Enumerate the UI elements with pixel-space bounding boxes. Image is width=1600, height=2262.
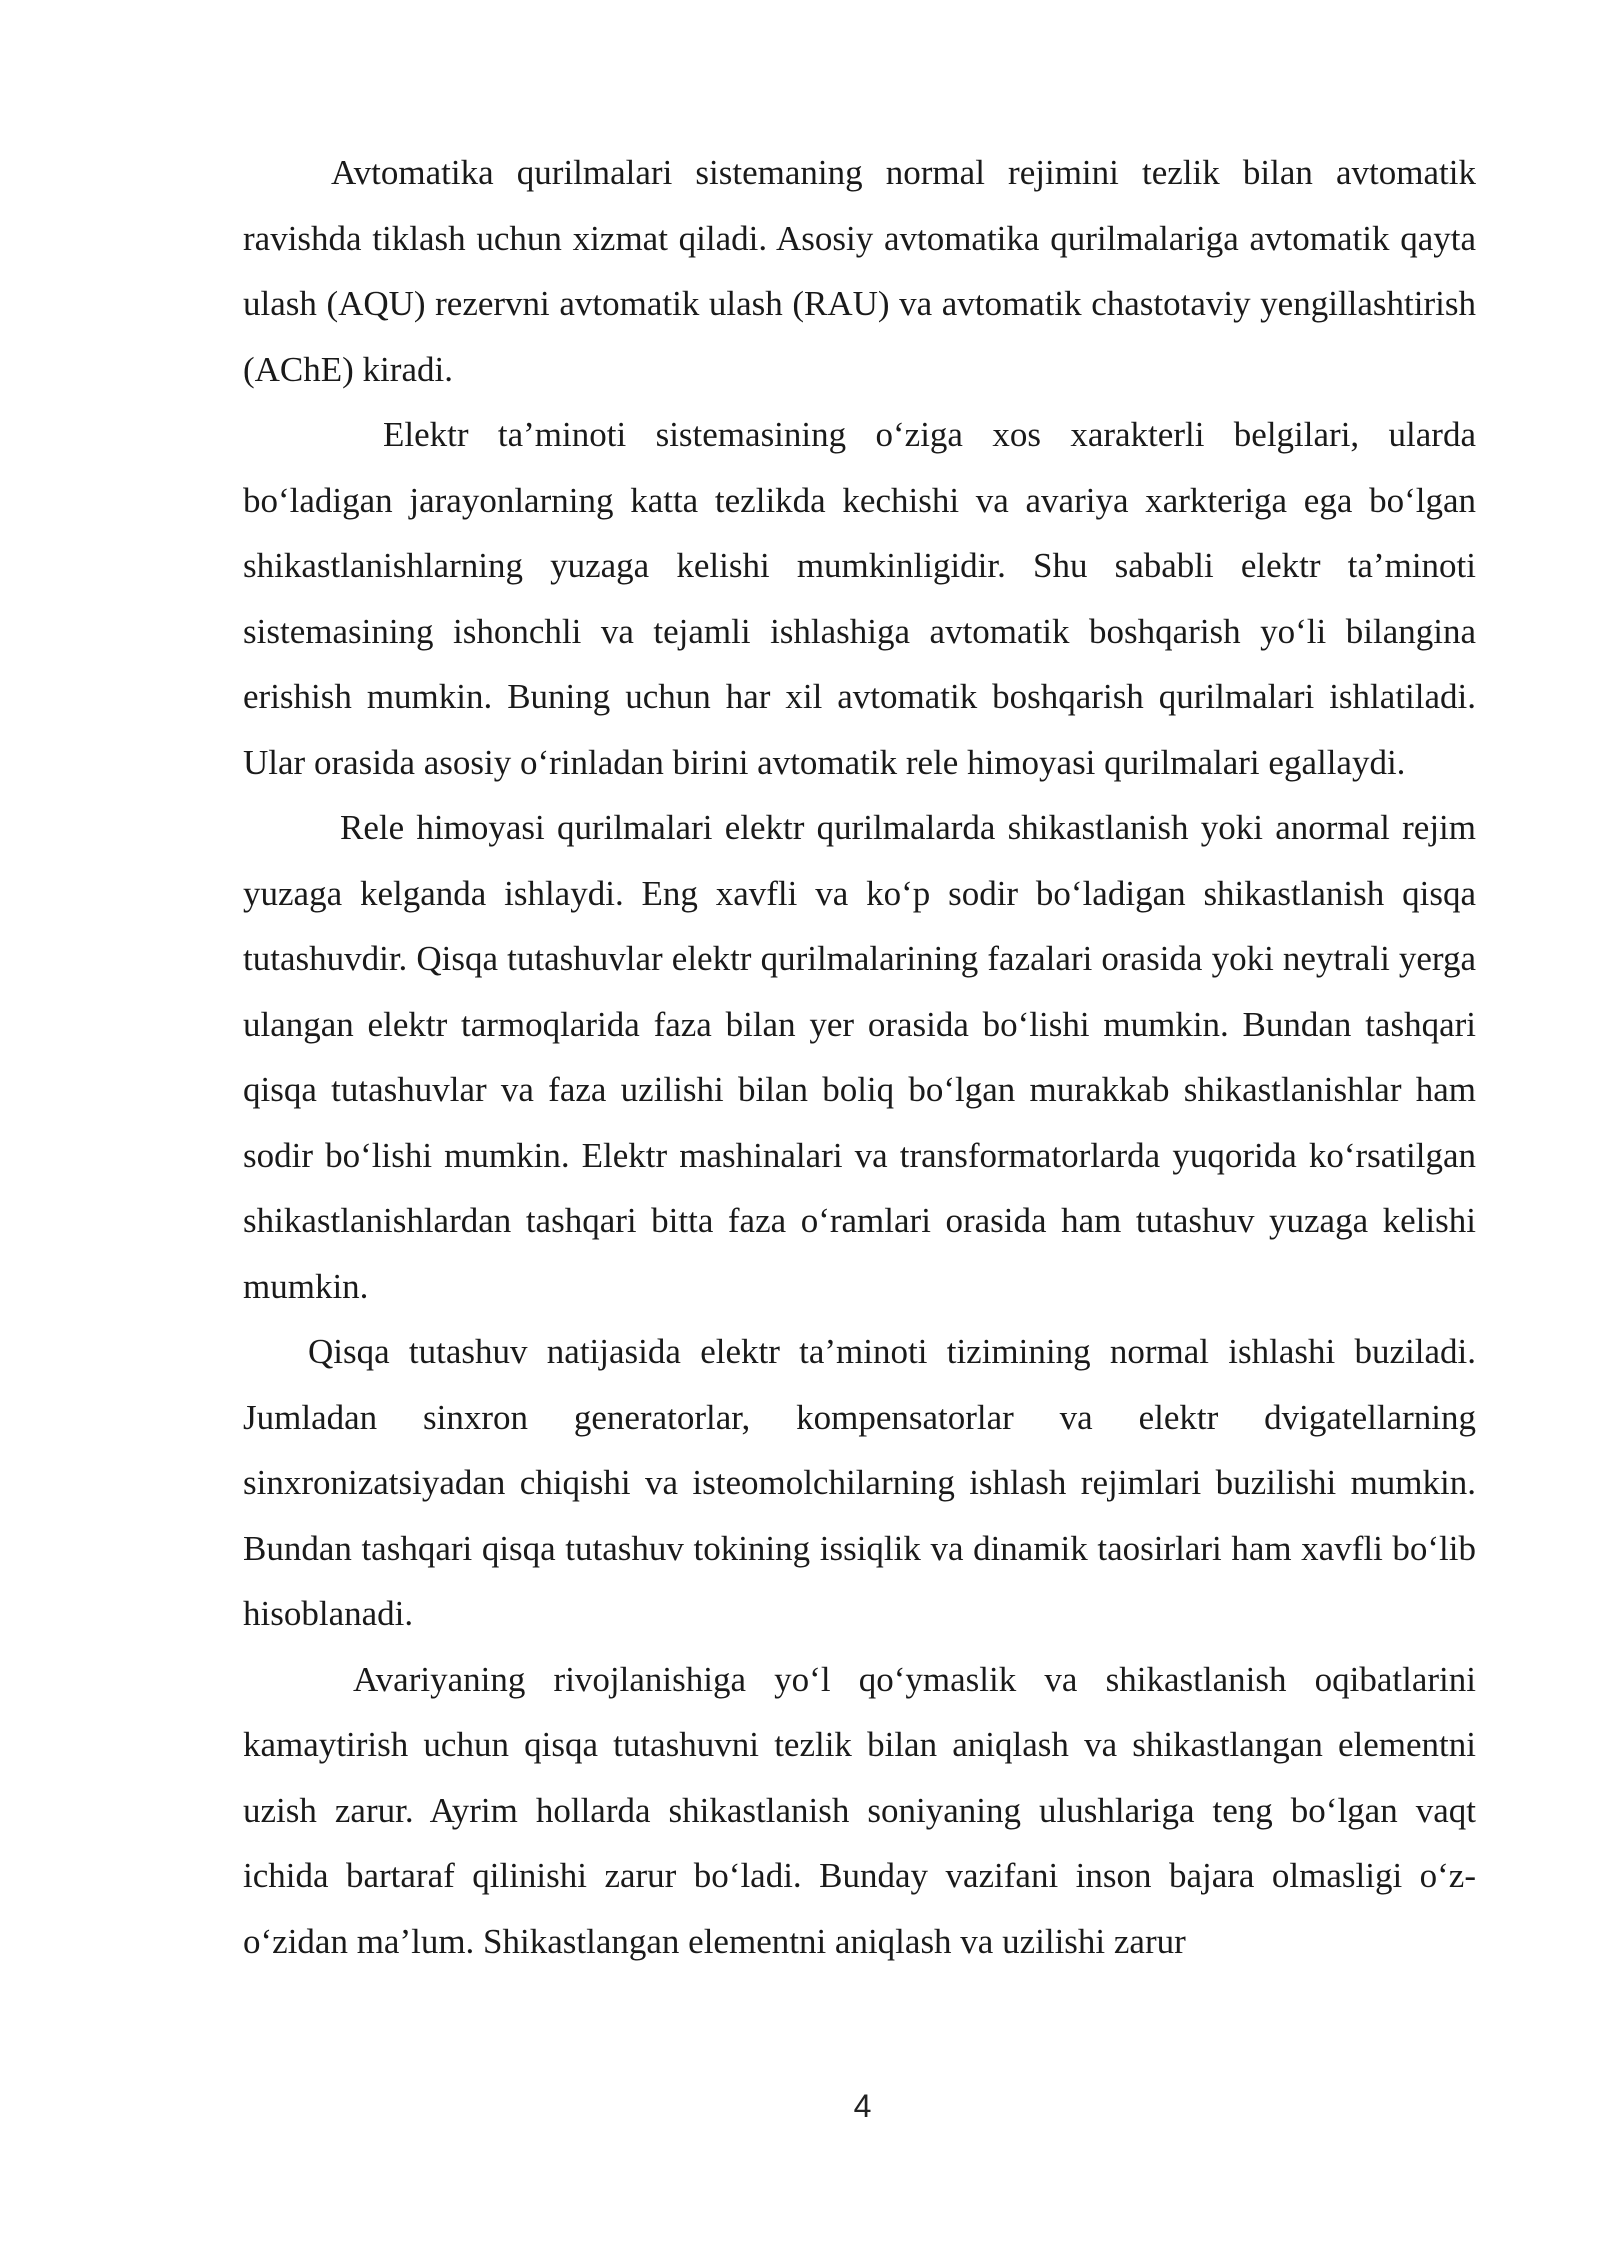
- paragraph-relay-protection: Rele himoyasi qurilmalari elektr qurilmalarda shikastlanish yoki anormal rejim yuzaga kelganda ishlaydi. Eng xavfli va ko‘p sodir bo‘ladigan shikastlanish qisqa tutashuvdir. Qisqa tutashuvlar elektr qurilmalarining fazalari orasida yoki neytrali yerga ulangan elektr tarmoqlarida faza bilan yer orasida bo‘lishi mumkin. Bundan tashqari qisqa tutashuvlar va faza uzilishi bilan boliq bo‘lgan murakkab shikastlanishlar ham sodir bo‘lishi mumkin. Elektr mashinalari va transformatorlarda yuqorida ko‘rsatilgan shikastlanishlardan tashqari bitta faza o‘ramlari orasida ham tutashuv yuzaga kelishi mumkin.: [243, 808, 1476, 1306]
- page-number: 4: [853, 2088, 872, 2124]
- paragraph-fault-clearing: Avariyaning rivojlanishiga yo‘l qo‘ymaslik va shikastlanish oqibatlarini kamaytirish uchun qisqa tutashuvni tezlik bilan aniqlash va shikastlangan elementni uzish zarur. Ayrim hollarda shikastlanish soniyaning ulushlariga teng bo‘lgan vaqt ichida bartaraf qilinishi zarur bo‘ladi. Bunday vazifani inson bajara olmasligi o‘z-o‘zidan ma’lum. Shikastlangan elementni aniqlash va uzilishi zarur: [243, 1659, 1476, 1961]
- paragraph-short-circuit-effects: Qisqa tutashuv natijasida elektr ta’minoti tizimining normal ishlashi buziladi. Jumladan sinxron generatorlar, kompensatorlar va elektr dvigatellarning sinxronizatsiyadan chiqishi va isteomolchilarning ishlash rejimlari buzilishi mumkin. Bundan tashqari qisqa tutashuv tokining issiqlik va dinamik taosirlari ham xavfli bo‘lib hisoblanadi.: [243, 1332, 1476, 1633]
- document-body: [243, 140, 1476, 1974]
- paragraph-automation-devices: Avtomatika qurilmalari sistemaning normal rejimini tezlik bilan avtomatik ravishda tiklash uchun xizmat qiladi. Asosiy avtomatika qurilmalariga avtomatik qayta ulash (AQU) rezervni avtomatik ulash (RAU) va avtomatik chastotaviy yengillashtirish (AChE) kiradi.: [243, 153, 1476, 389]
- paragraph-power-supply-features: Elektr ta’minoti sistemasining o‘ziga xos xarakterli belgilari, ularda bo‘ladigan jarayonlarning katta tezlikda kechishi va avariya xarkteriga ega bo‘lgan shikastlanishlarning yuzaga kelishi mumkinligidir. Shu sababli elektr ta’minoti sistemasining ishonchli va tejamli ishlashiga avtomatik boshqarish yo‘li bilangina erishish mumkin. Buning uchun har xil avtomatik boshqarish qurilmalari ishlatiladi. Ular orasida asosiy o‘rinladan birini avtomatik rele himoyasi qurilmalari egallaydi.: [243, 415, 1476, 782]
